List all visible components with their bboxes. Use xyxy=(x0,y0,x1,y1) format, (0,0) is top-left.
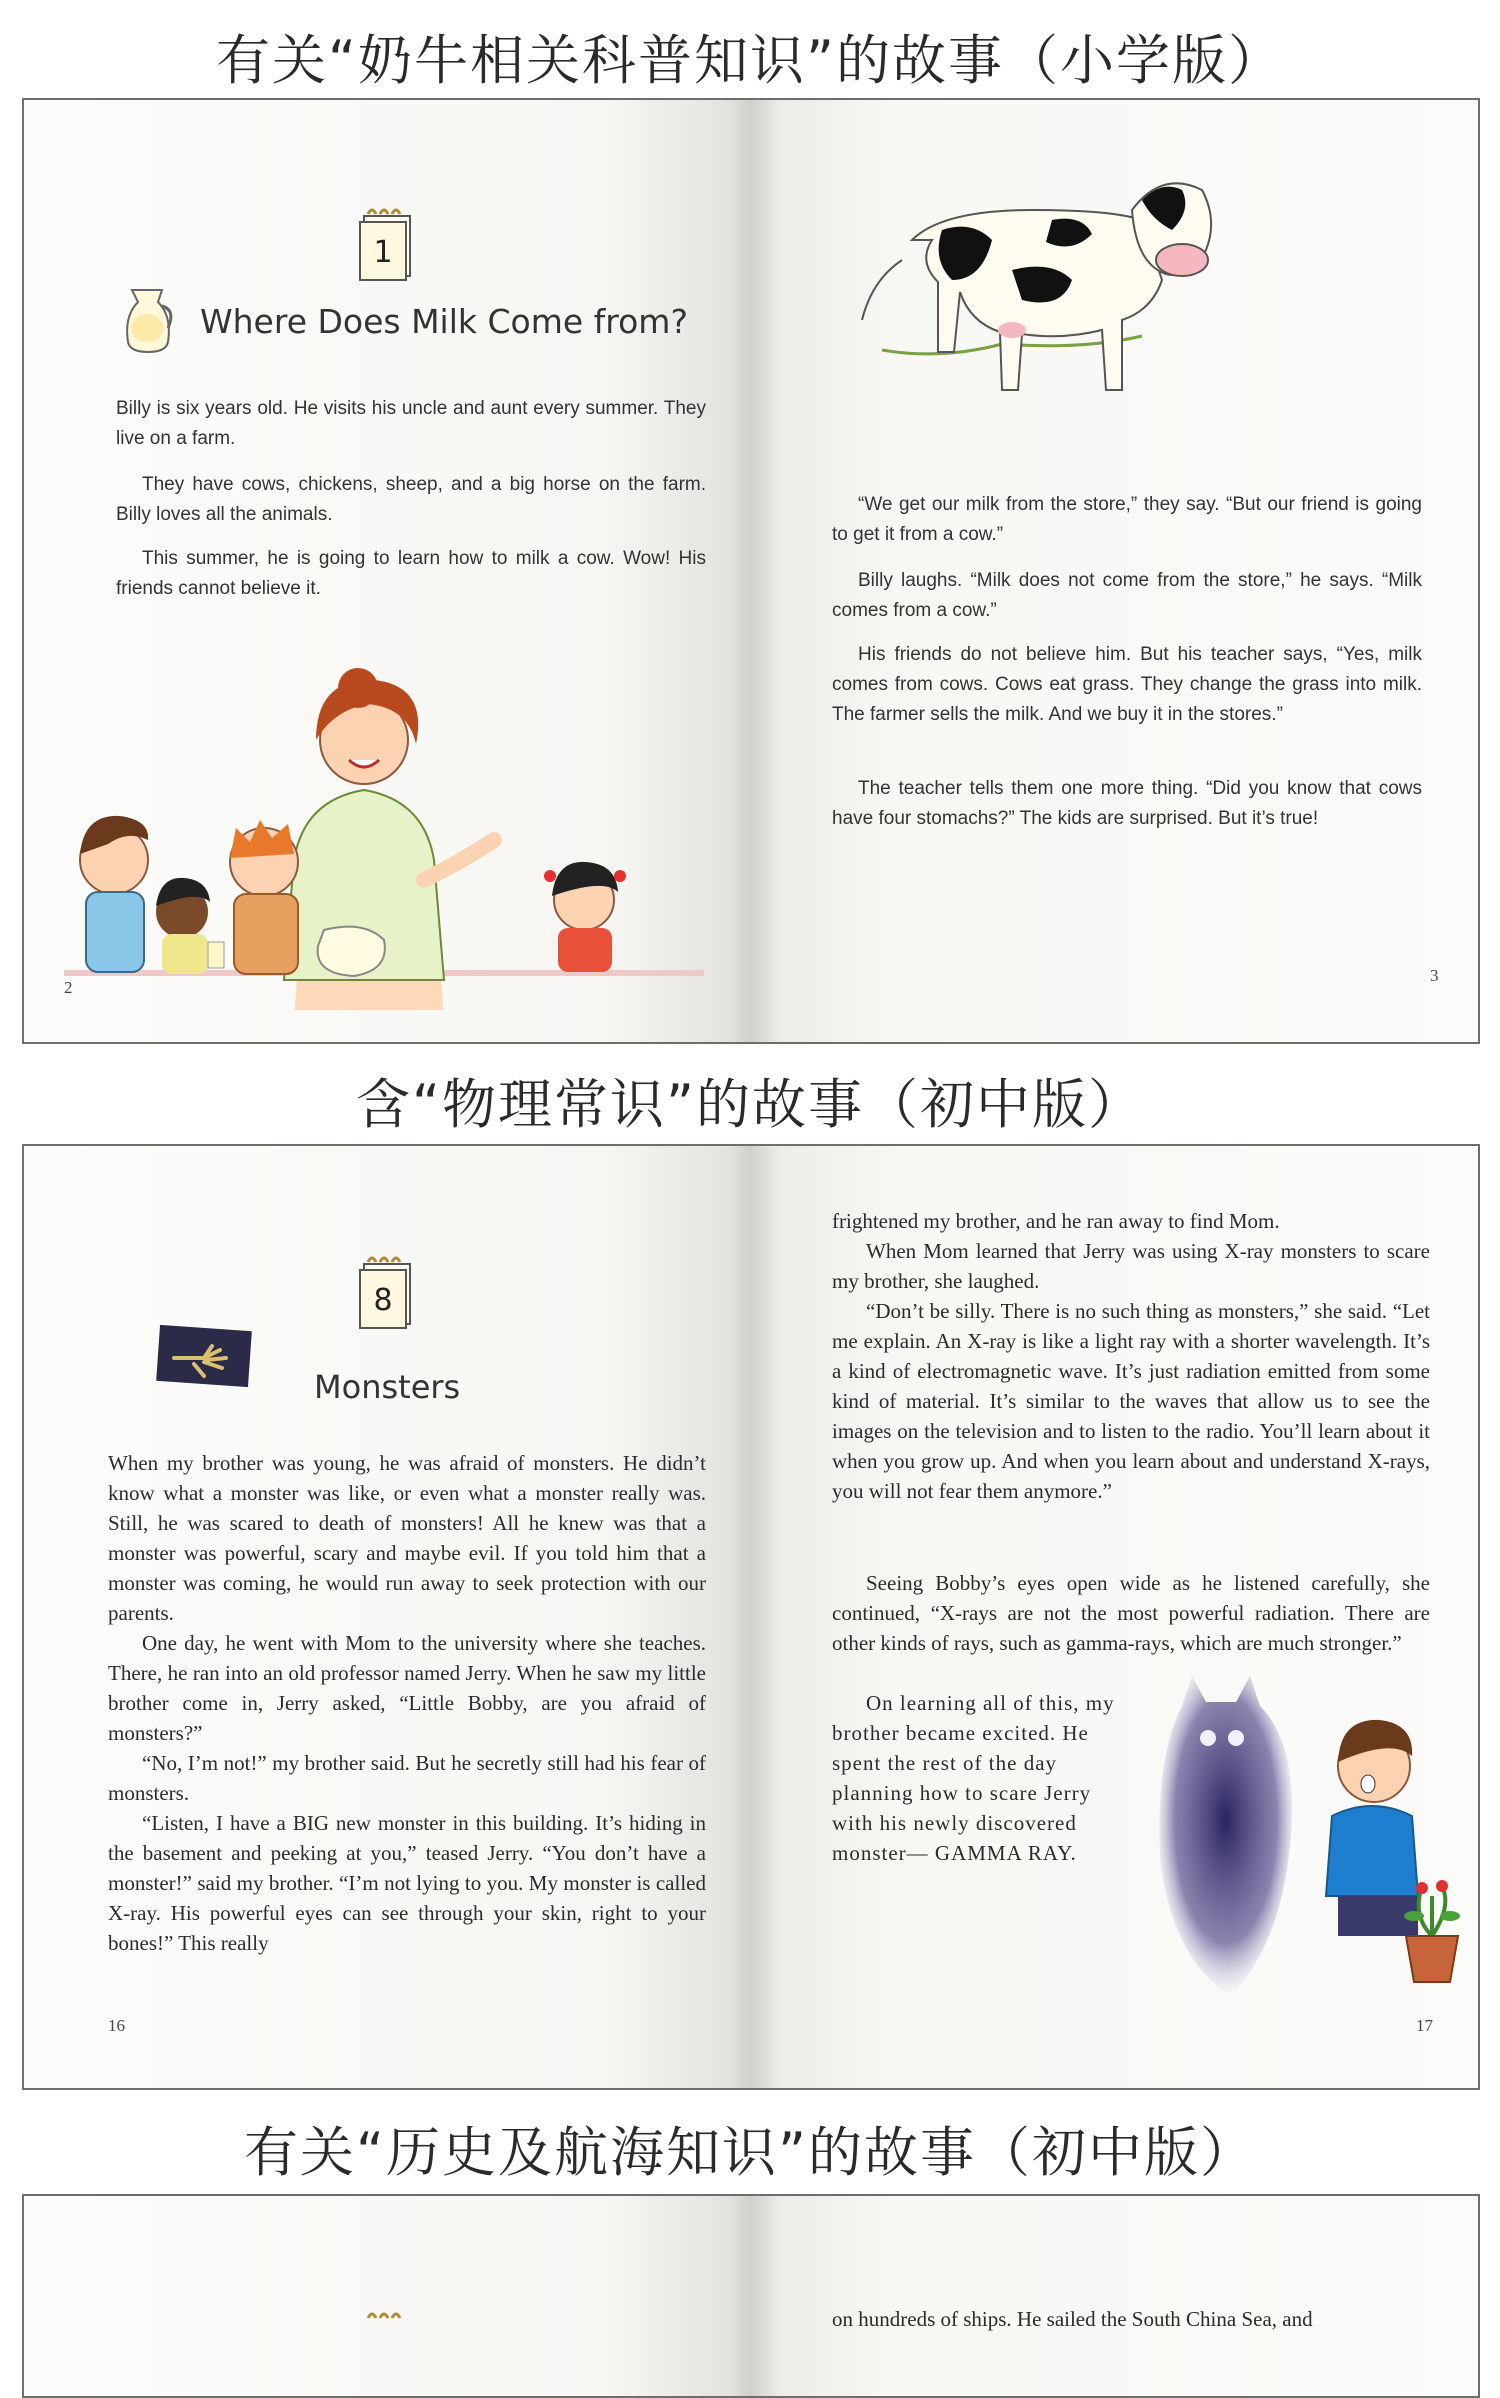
page-number: 2 xyxy=(64,978,73,997)
page-number: 17 xyxy=(1416,2016,1433,2035)
paragraph: “No, I’m not!” my brother said. But he secretly still had his fear of monsters. xyxy=(108,1751,706,1805)
paragraph: Seeing Bobby’s eyes open wide as he listened carefully, she continued, “X-rays are not the most powerful radiation. There are other kinds of rays, such as gamma-rays, which are much stronger.” xyxy=(832,1571,1430,1655)
page-number: 3 xyxy=(1430,966,1439,985)
paragraph: When my brother was young, he was afraid of monsters. He didn’t know what a monster was like, or even what a monster really was. Still, he was scared to death of monsters! All he knew was that a monster was powerful, scary and maybe evil. If you told him that a monster was coming, he would run away to seek protection with our parents. xyxy=(108,1451,706,1625)
book-spread-physics xyxy=(22,1144,1480,2090)
right-page xyxy=(752,100,1478,1042)
calendar-icon xyxy=(354,204,420,282)
paragraph: “We get our milk from the store,” they say. “But our friend is going to get it from a cow.” xyxy=(832,494,1422,545)
book-spread-history xyxy=(22,2194,1480,2398)
paragraph: “Don’t be silly. There is no such thing as monsters,” she said. “Let me explain. An X-ray is like a light ray with a shorter wavelength. It’s a kind of electromagnetic wave. It’s just radiation emitted from some kind of material. It’s similar to the waves that allow us to see the images on the television and to listen to the radio. You’ll learn about it when you grow up. And when you learn about and understand X-rays, you will not fear them anymore.” xyxy=(832,1299,1430,1503)
calendar-icon xyxy=(354,2308,420,2386)
section-heading-history: 有关“历史及航海知识”的故事（初中版） xyxy=(244,2121,1256,2184)
paragraph: His friends do not believe him. But his teacher says, “Yes, milk comes from cows. Cows eat grass. They change the grass into milk. The farmer sells the milk. And we buy it in the stores.” xyxy=(832,644,1422,725)
paragraph: They have cows, chickens, sheep, and a big horse on the farm. Billy loves all the animals. xyxy=(116,474,706,525)
chapter-number: 8 xyxy=(373,1283,393,1318)
cow-illustration xyxy=(842,150,1262,410)
paragraph: The teacher tells them one more thing. “Did you know that cows have four stomachs?” The kids are surprised. But it’s true! xyxy=(832,778,1422,829)
right-page xyxy=(752,1146,1478,2088)
section-heading-physics: 含“物理常识”的故事（初中版） xyxy=(356,1073,1144,1136)
left-page xyxy=(24,1146,752,2088)
page-number: 16 xyxy=(108,2016,125,2035)
flower-pot-icon xyxy=(1392,1876,1472,1986)
calendar-icon xyxy=(354,1252,420,1330)
milk-jug-icon xyxy=(116,278,182,358)
left-page xyxy=(24,2196,752,2396)
xray-hand-icon xyxy=(154,1324,254,1388)
chapter-title: Where Does Milk Come from? xyxy=(200,302,688,341)
book-spread-cow xyxy=(22,98,1480,1044)
paragraph: Billy laughs. “Milk does not come from the store,” he says. “Milk comes from a cow.” xyxy=(832,570,1422,621)
section-heading-cow: 有关“奶牛相关科普知识”的故事（小学版） xyxy=(216,29,1284,92)
paragraph: This summer, he is going to learn how to milk a cow. Wow! His friends cannot believe it. xyxy=(116,548,706,599)
paragraph: Billy is six years old. He visits his uncle and aunt every summer. They live on a farm. xyxy=(116,398,706,449)
paragraph: One day, he went with Mom to the university where she teaches. There, he ran into an old professor named Jerry. When he saw my little brother come in, Jerry asked, “Little Bobby, are you afraid of monsters?” xyxy=(108,1631,706,1745)
shadow-monster-illustration xyxy=(1122,1666,1322,2006)
chapter-title: Monsters xyxy=(314,1368,461,1406)
children-illustration xyxy=(64,630,704,1010)
paragraph: On learning all of this, my brother became excited. He spent the rest of the day planning how to scare Jerry with his newly discovered monster— GAMMA RAY. xyxy=(832,1691,1115,1865)
paragraph: frightened my brother, and he ran away to find Mom. xyxy=(832,1209,1280,1233)
paragraph: on hundreds of ships. He sailed the South China Sea, and xyxy=(832,2307,1313,2331)
paragraph: When Mom learned that Jerry was using X-ray monsters to scare my brother, she laughed. xyxy=(832,1239,1430,1293)
left-page xyxy=(24,100,752,1042)
chapter-number: 1 xyxy=(373,235,393,270)
paragraph: “Listen, I have a BIG new monster in this building. It’s hiding in the basement and peeking at you,” teased Jerry. “You don’t have a monster!” said my brother. “I’m not lying to you. My monster is called X-ray. His powerful eyes can see through your skin, right to your bones!” This really xyxy=(108,1811,706,1955)
right-page xyxy=(752,2196,1478,2396)
